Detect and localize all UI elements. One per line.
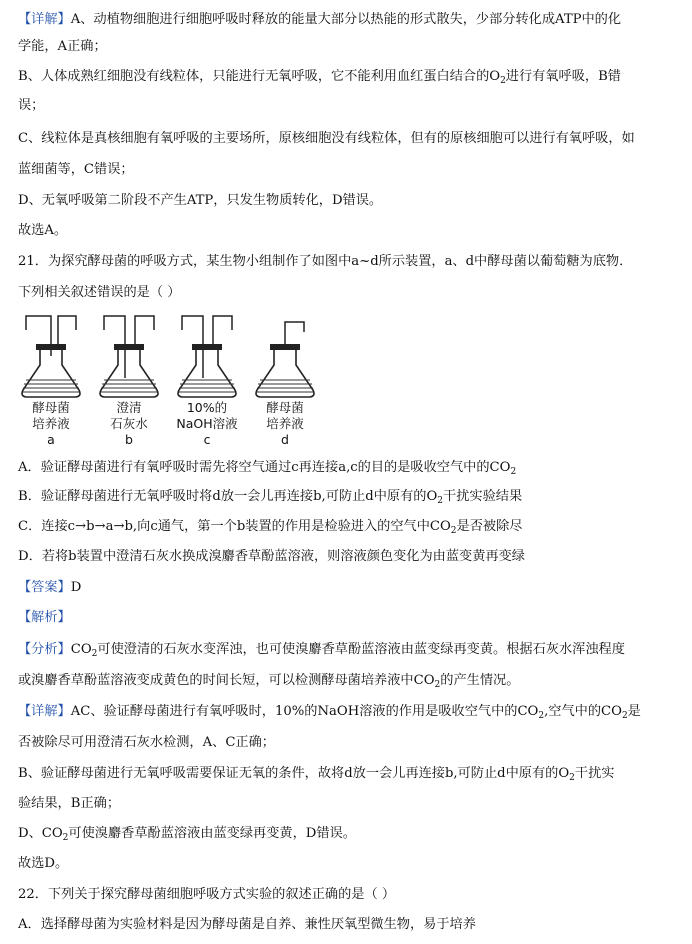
xiangjie-text-3b: 干扰实 xyxy=(574,766,615,781)
xiangjie-line-1 xyxy=(18,704,641,720)
analysis-tag-line xyxy=(18,610,71,626)
flask-a-label-1: 酵母菌 xyxy=(32,400,70,415)
flask-d-label-2: 培养液 xyxy=(266,416,304,431)
option-c-text-2: 是否被除尽 xyxy=(456,519,523,534)
xiangjie-line-4: 验结果，B正确； xyxy=(18,796,121,811)
answer-line xyxy=(18,580,81,596)
flask-apparatus-figure xyxy=(14,308,334,453)
subscript: 2 xyxy=(621,711,628,721)
answer-tag: 【答案】 xyxy=(18,580,71,595)
flask-a xyxy=(22,316,80,447)
xiangjie-line-2: 否被除尽可用澄清石灰水检测，A、C正确； xyxy=(18,735,275,750)
p20-line-2: 学能，A正确； xyxy=(18,39,107,54)
analysis-tag: 【解析】 xyxy=(18,610,71,625)
p20-line-8: 故选A。 xyxy=(18,223,68,238)
flask-d xyxy=(256,322,314,447)
option-a-text: A．验证酵母菌进行有氧呼吸时需先将空气通过c再连接a,c的目的是吸收空气中的CO xyxy=(18,460,511,475)
flask-b-label-1: 澄清 xyxy=(116,400,142,415)
flask-d-label-1: 酵母菌 xyxy=(266,400,304,415)
xiangjie-line-3 xyxy=(18,766,614,782)
subscript: 2 xyxy=(62,833,69,843)
p20-line-7: D、无氧呼吸第二阶段不产生ATP，只发生物质转化，D错误。 xyxy=(18,193,383,208)
fenxi-text-2a: 或溴麝香草酚蓝溶液变成黄色的时间长短，可以检测酵母菌培养液中CO xyxy=(18,673,435,688)
p20-text-1: A、动植物细胞进行细胞呼吸时释放的能量大部分以热能的形式散失，少部分转化成ATP中的化 xyxy=(70,12,622,27)
fenxi-text-1a: CO xyxy=(70,642,92,657)
fenxi-text-1b: 可使澄清的石灰水变浑浊，也可使溴麝香草酚蓝溶液由蓝变绿再变黄。根据石灰水浑浊程度 xyxy=(97,642,625,657)
flask-b-letter: b xyxy=(125,432,133,447)
flask-b-label-2: 石灰水 xyxy=(110,416,148,431)
flask-a-letter: a xyxy=(47,432,55,447)
flask-b xyxy=(100,316,158,447)
fenxi-text-2b: 的产生情况。 xyxy=(440,673,520,688)
subscript: 2 xyxy=(91,649,98,659)
xiangjie-text-5a: D、CO xyxy=(18,826,63,841)
xiangjie-text-1a: AC、验证酵母菌进行有氧呼吸时，10%的NaOH溶液的作用是吸收空气中的CO xyxy=(70,704,539,719)
q21-option-c xyxy=(18,519,522,535)
subscript: 2 xyxy=(569,773,575,783)
xiangjie-text-5b: 可使溴麝香草酚蓝溶液由蓝变绿再变黄，D错误。 xyxy=(68,826,356,841)
detail-tag: 【详解】 xyxy=(18,12,71,27)
p20-line-3 xyxy=(18,69,621,85)
q21-option-b xyxy=(18,489,522,505)
p20-line-5: C、线粒体是真核细胞有氧呼吸的主要场所，原核细胞没有线粒体，但有的原核细胞可以进行有氧呼吸，如 xyxy=(18,131,635,146)
xiangjie-text-3a: B、验证酵母菌进行无氧呼吸需要保证无氧的条件，故将d放一会儿再连接b,可防止d中原有的O xyxy=(18,766,570,781)
flask-c-label-2: NaOH溶液 xyxy=(176,416,238,431)
option-b-text-2: 干扰实验结果 xyxy=(443,489,523,504)
subscript: 2 xyxy=(500,76,506,86)
q21-option-a xyxy=(18,460,516,476)
subscript: 2 xyxy=(538,711,545,721)
fenxi-tag: 【分析】 xyxy=(18,642,71,657)
q21-stem-2: 下列相关叙述错误的是（ ） xyxy=(18,285,181,300)
q21-option-d: D．若将b装置中澄清石灰水换成溴麝香草酚蓝溶液，则溶液颜色变化为由蓝变黄再变绿 xyxy=(18,549,525,564)
subscript: 2 xyxy=(437,496,444,506)
p20-text-3b: 进行有氧呼吸，B错 xyxy=(505,69,621,84)
flask-c-label-1: 10%的 xyxy=(186,400,228,415)
answer-value: D xyxy=(70,580,82,595)
flask-a-label-2: 培养液 xyxy=(32,416,70,431)
xiangjie-line-6: 故选D。 xyxy=(18,856,69,871)
flask-c-letter: c xyxy=(203,432,211,447)
q22-stem: 22．下列关于探究酵母菌细胞呼吸方式实验的叙述正确的是（ ） xyxy=(18,887,396,902)
subscript: 2 xyxy=(434,680,441,690)
q21-stem-1: 21．为探究酵母菌的呼吸方式，某生物小组制作了如图中a~d所示装置，a、d中酵母菌以葡萄糖为底物． xyxy=(18,254,633,269)
p20-text-3a: B、人体成熟红细胞没有线粒体，只能进行无氧呼吸，它不能利用血红蛋白结合的O xyxy=(18,69,501,84)
subscript: 2 xyxy=(450,526,457,536)
subscript: 2 xyxy=(510,467,517,477)
p20-line-6: 蓝细菌等，C错误； xyxy=(18,162,134,177)
xiangjie-line-5 xyxy=(18,826,356,842)
p20-line-4: 误； xyxy=(18,98,45,113)
p20-line-1 xyxy=(18,12,621,28)
flask-d-letter: d xyxy=(281,432,289,447)
option-c-text-1: C．连接c→b→a→b,向c通气，第一个b装置的作用是检验进入的空气中CO xyxy=(18,519,451,534)
fenxi-line-2 xyxy=(18,673,519,689)
xiangjie-text-1b: ,空气中的CO xyxy=(544,704,622,719)
option-b-text-1: B．验证酵母菌进行无氧呼吸时将d放一会儿再连接b,可防止d中原有的O xyxy=(18,489,438,504)
xiangjie-text-1c: 是 xyxy=(627,704,641,719)
xiangjie-tag: 【详解】 xyxy=(18,704,71,719)
fenxi-line-1 xyxy=(18,642,625,658)
flask-c xyxy=(176,316,238,447)
q22-option-a: A．选择酵母菌为实验材料是因为酵母菌是自养、兼性厌氧型微生物，易于培养 xyxy=(18,917,476,932)
